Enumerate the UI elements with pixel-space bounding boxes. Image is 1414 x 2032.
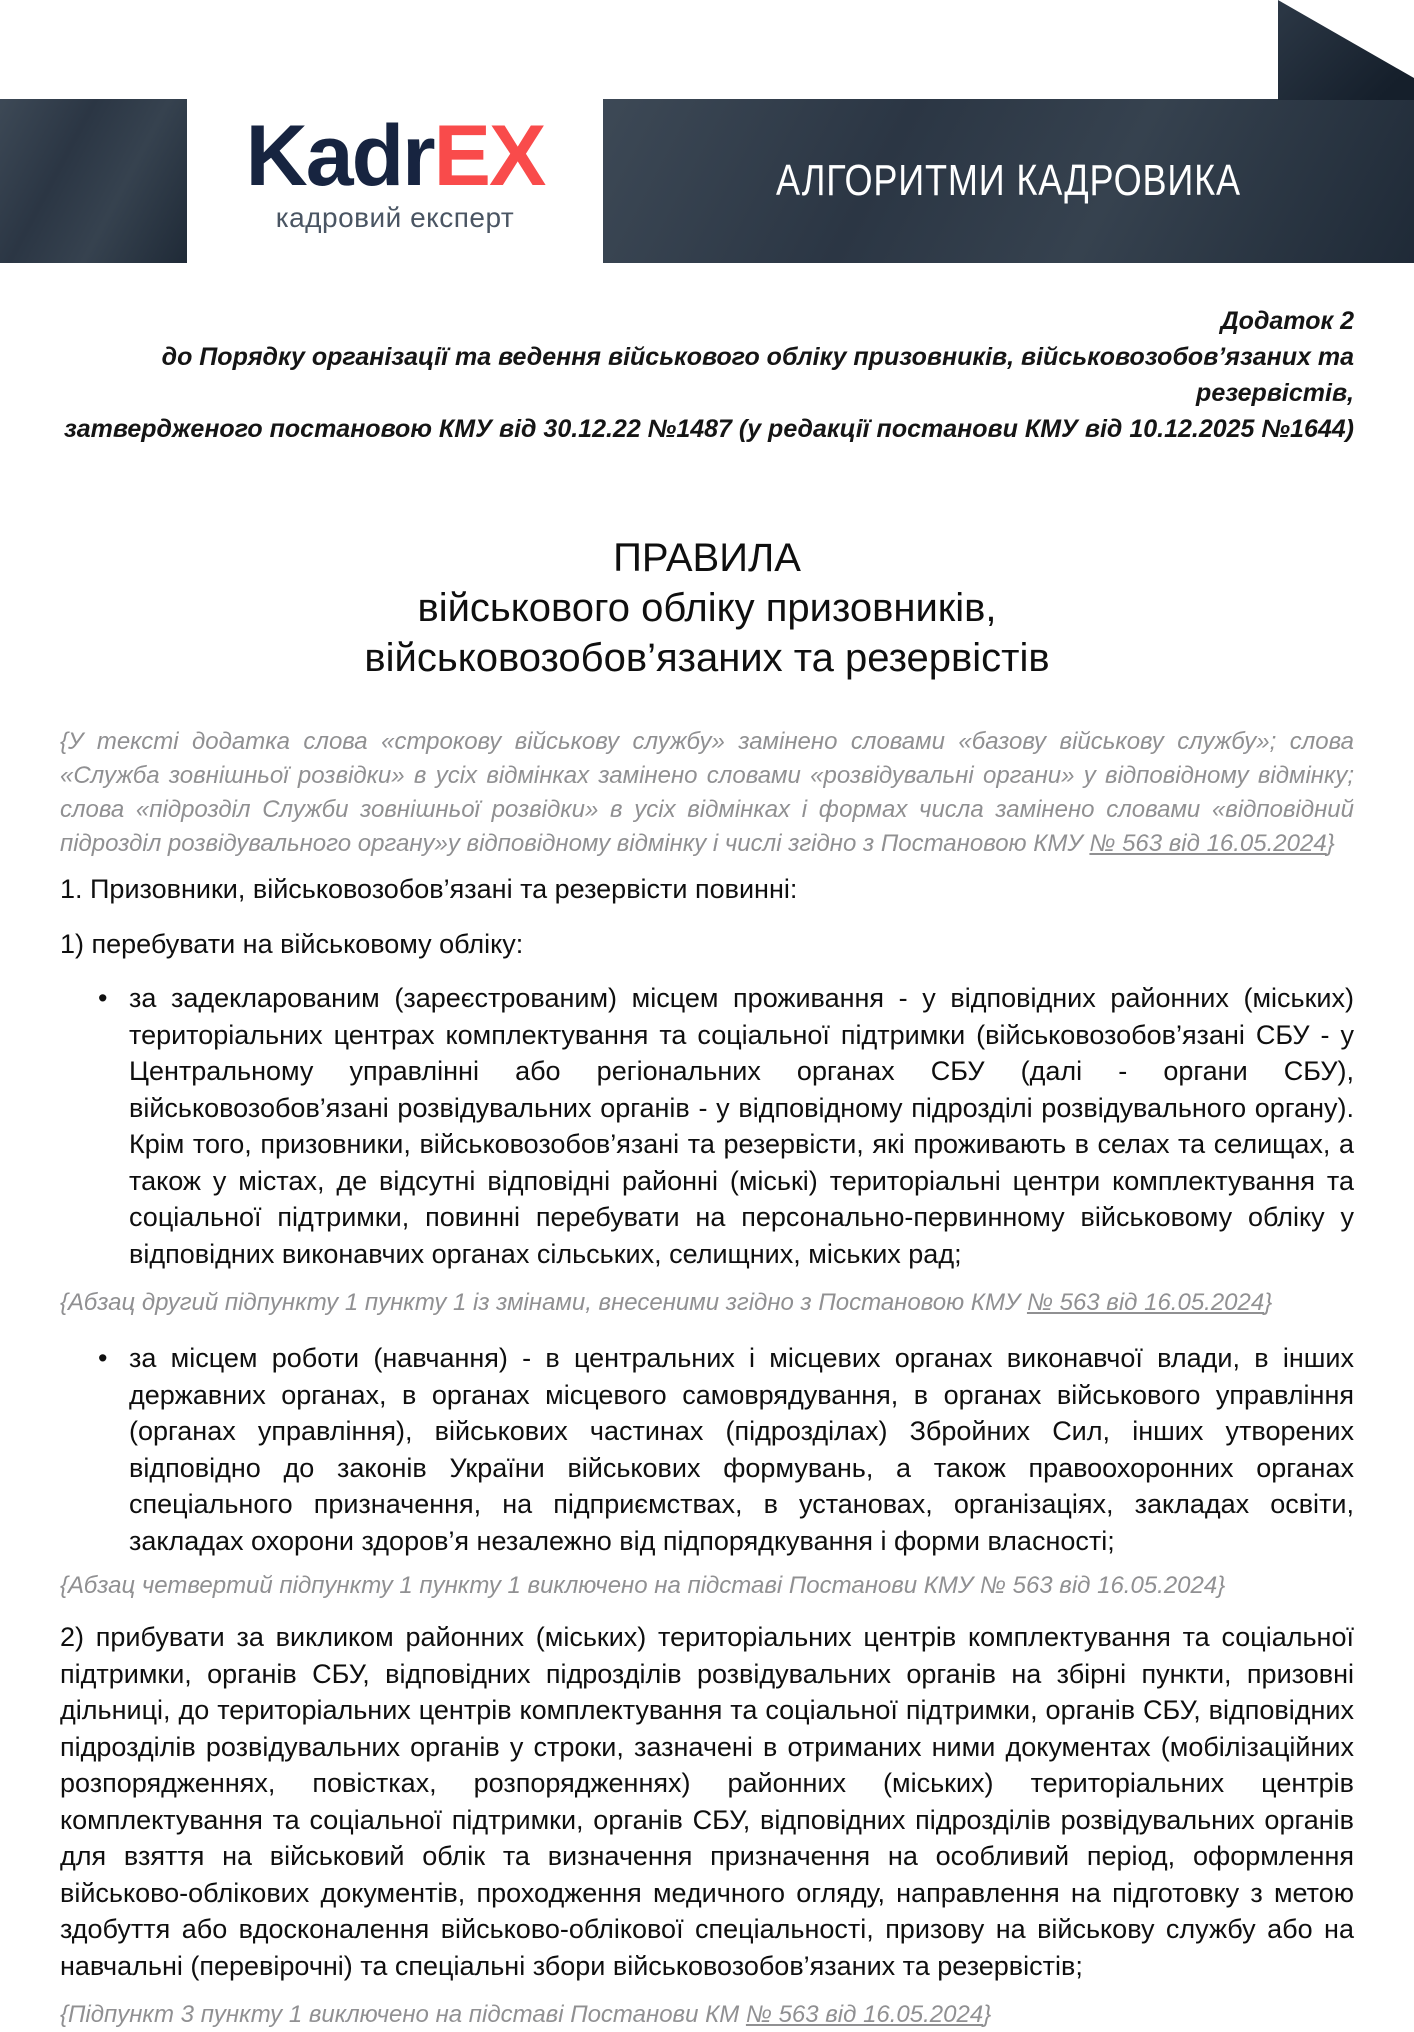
note-text: } bbox=[1264, 1289, 1273, 1316]
note-text: } bbox=[983, 2001, 992, 2028]
masthead-banner bbox=[603, 99, 1414, 263]
resolution-link[interactable]: № 563 від 16.05.2024 bbox=[1089, 830, 1327, 857]
list-item bbox=[60, 980, 1354, 1272]
note-text: {Абзац другий підпункту 1 пункту 1 із змінами, внесеними згідно з Постановою КМУ bbox=[60, 1289, 1027, 1316]
amendment-note bbox=[60, 1998, 1354, 2032]
amendment-note bbox=[60, 725, 1354, 861]
logo-wordmark bbox=[245, 107, 545, 204]
resolution-link[interactable]: № 563 від 16.05.2024 bbox=[745, 2001, 984, 2028]
note-text: } bbox=[1326, 830, 1335, 857]
banner-title: АЛГОРИТМИ КАДРОВИКА bbox=[776, 156, 1241, 205]
annex-line: до Порядку організації та ведення військового обліку призовників, військовозобов’язаних та резервістів, bbox=[161, 343, 1354, 407]
annex-header bbox=[60, 303, 1354, 447]
logo-text-kadr: Kadr bbox=[245, 107, 434, 204]
bullet-text: за задекларованим (зареєстрованим) місцем проживання - у відповідних районних (міських) територіальних центрах комплектування та соціальної підтримки (військовозобов’язані СБУ - у Центральному управлінні або регіональних органах СБУ (далі - органи СБУ), військовозобов’язані розвідувальних органів - у відповідному підрозділі розвідувального органу). Крім того, призовники, військовозобов’язані та резервісти, які проживають в селах та селищах, а також у містах, де відсутні відповідні районні (міські) територіальні центри комплектування та соціальної підтримки, повинні перебувати на персонально-первинному військовому обліку у відповідних виконавчих органах сільських, селищних, міських рад; bbox=[129, 983, 1354, 1269]
note-text: {У тексті додатка слова «строкову військову службу» замінено словами «базову військову службу»; слова «Служба зовнішньої розвідки» в усіх відмінках замінено словами «розвідувальні органи» у відповідному відмінку; слова «підрозділ Служби зовнішньої розвідки» в усіх відмінках і формах числа замінено словами «відповідний підрозділ розвідувального органу»у відповідному відмінку і числі згідно з Постановою КМУ bbox=[60, 728, 1354, 857]
point-2: 2) прибувати за викликом районних (міських) територіальних центрів комплектування та соціальної підтримки, органів СБУ, відповідних підрозділів розвідувальних органів на збірні пункти, призовні дільниці, до територіальних центрів комплектування та соціальної підтримки, органів СБУ, відповідних підрозділів розвідувальних органів у строки, зазначені в отриманих ними документах (мобілізаційних розпорядженнях, повістках, розпорядженнях) районних (міських) територіальних центрів комплектування та соціальної підтримки, органів СБУ, відповідних підрозділів розвідувальних органів для взяття на військовий облік та визначення призначення на особливий період, оформлення військово-облікових документів, проходження медичного огляду, направлення на підготовку з метою здобуття або вдосконалення військово-облікової спеціальності, призову на військову службу або на навчальні (перевірочні) та спеціальні збори військовозобов’язаних та резервістів; bbox=[60, 1622, 1354, 1981]
logo-text-ex: EX bbox=[433, 107, 545, 204]
kadrex-logo bbox=[187, 75, 603, 263]
resolution-link[interactable]: № 563 від 16.05.2024 bbox=[1026, 1289, 1265, 1316]
title-line: військовозобов’язаних та резервістів bbox=[364, 636, 1050, 680]
point-1: 1. Призовники, військовозобов’язані та резервісти повинні: bbox=[60, 874, 798, 904]
bullet-dot-icon: • bbox=[98, 983, 108, 1013]
title-line: військового обліку призовників, bbox=[417, 586, 997, 630]
bullet-text: за місцем роботи (навчання) - в центральних і місцевих органах виконавчої влади, в інших державних органах, в органах місцевого самоврядування, в органах військового управління (органах управління), військових частинах (підрозділах) Збройних Сил, інших утворених відповідно до законів України військових формувань, а також правоохоронних органах спеціального призначення, на підприємствах, в установах, організаціях, закладах освіти, закладах охорони здоров’я незалежно від підпорядкування і форми власності; bbox=[129, 1343, 1354, 1556]
amendment-note: {Абзац четвертий підпункту 1 пункту 1 виключено на підставі Постанови КМУ № 563 від 16.05.2024} bbox=[60, 1572, 1226, 1599]
logo-subtitle: кадровий експерт bbox=[275, 201, 515, 233]
masthead-left-band bbox=[0, 99, 187, 263]
bullet-dot-icon: • bbox=[98, 1343, 108, 1373]
annex-number: Додаток 2 bbox=[1220, 307, 1354, 335]
bullet-list bbox=[60, 980, 1354, 1272]
bullet-list bbox=[60, 1340, 1354, 1559]
document-body bbox=[0, 263, 1414, 2032]
corner-fold-icon bbox=[1278, 0, 1414, 100]
subpoint-1: 1) перебувати на військовому обліку: bbox=[60, 928, 524, 959]
amendment-note bbox=[60, 1286, 1354, 1320]
note-text: {Підпункт 3 пункту 1 виключено на підставі Постанови КМ bbox=[60, 2001, 746, 2028]
annex-line: затвердженого постановою КМУ від 30.12.22 №1487 (у редакції постанови КМУ від 10.12.2025 №1644) bbox=[64, 415, 1354, 443]
document-title bbox=[60, 533, 1354, 683]
title-line: ПРАВИЛА bbox=[613, 536, 801, 580]
masthead bbox=[0, 0, 1414, 263]
list-item bbox=[60, 1340, 1354, 1559]
